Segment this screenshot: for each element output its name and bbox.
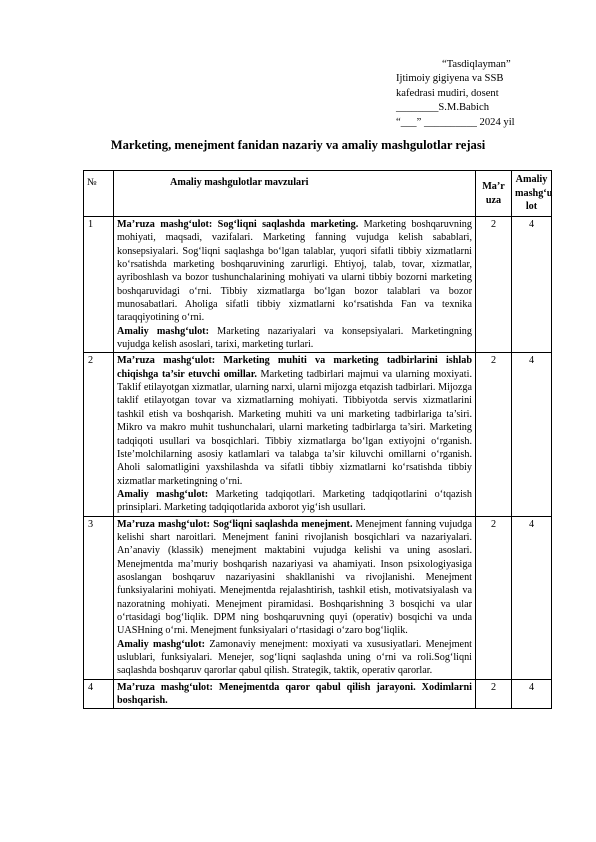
practice-hours: 4 [512,217,552,353]
header-num: № [84,171,114,217]
practice-title: Amaliy mashg‘ulot: [117,488,209,500]
practice-hours: 4 [512,516,552,679]
practice-text: Marketing tadqiqotlari. Marketing tadqiqotlarini o‘tqazish prinsiplari. Marketing tadqiqotlarida axborot yig‘ish usullari. [117,488,472,514]
table-row [84,353,552,516]
practice-hours: 4 [512,679,552,709]
row-number: 1 [84,217,114,353]
row-number: 4 [84,679,114,709]
approval-signature: ________S.M.Babich [396,102,489,114]
lecture-title: Ma’ruza mashg‘ulot: Marketing muhiti va marketing tadbirlarini ishlab chiqishga ta’sir etuvchi omillar. [117,355,472,380]
practice-text: Zamonaviy menejment: moxiyati va xususiyatlari. Menejment uslublari, funksiyalari. Menejer, sog‘liqni saqlashda uning o‘rni va roli.Sog‘liqni saqlashda boshqaruv qarorlar qabul qilish. Strategik, taktik, operativ qarorlar. [117,638,473,677]
lecture-text: Marketing tadbirlari majmui va ularning moxiyati. Taklif etilayotgan xizmatlar, ularning narxi, ularni mijozga etqazish tadbirlari. Mijozga taklif etilayotgan tovar va xizmatlarning mohiyati. Tibbiyotda servis xizmatlarini tashkil etish va boshqarish. Marketing muhiti va uni marketing tadbirlariga ta’siri. Mikro va makro muhit tushunchalari, ularni marketing tadbirlarga ta’siri. Marketing tadqiqoti usullari va bosqichlari. Tibbiy xizmatlarga bo‘lgan extiyojni o‘rganish. Iste’molchilarning asosiy katlamlari va talabga ta’sir kiluvchi omillarni o‘rganish. Aholi salomatligini yaxshilashda va sifatli tibbiy xizmatlarni ko‘rsatishda tibbiy xizmatlar marketingning o‘rni. [117,368,472,487]
lecture-hours: 2 [476,353,512,516]
row-number: 3 [84,516,114,679]
approval-date: “___” __________ 2024 yil [396,116,515,128]
approval-heading: “Tasdiqlayman” [442,59,511,70]
lecture-title: Ma’ruza mashg‘ulot: Sog‘liqni saqlashda marketing. [117,219,359,230]
approval-block [396,58,515,130]
row-topic [114,353,476,516]
header-practice: Amaliy mashg‘u lot [512,171,552,217]
practice-title: Amaliy mashg‘ulot: [117,638,206,650]
row-topic [114,679,476,709]
lecture-title: Ma’ruza mashg‘ulot: Sog‘liqni saqlashda menejment. [117,518,353,530]
row-topic [114,217,476,353]
practice-title: Amaliy mashg‘ulot: [117,325,209,337]
lecture-text: Marketing boshqaruvning mohiyati, maqsadi, vazifalari. Marketing fanning vujudga kelish sabablari, konsepsiyalari. Sog‘liqni saqlashga bo‘lgan talablar, yuqori sifatli tibbiy xizmatlarni ko‘rsatishda marketing boshqaruvining zarurligi. Ehtiyoj, talab, tovar, xizmatlar, ayriboshlash va bozor tushunchalarining mohiyati va ularni tibbiy bozorni marketing boshqaruvidagi o‘rni. Tibbiy xizmatlarga bo‘lgan bozor talablari va bozor munosabatlari. Aholiga sifatli tibbiy xizmatlarni ko‘rsatishda Fan va texnika taraqqiyotining o‘rni. [117,219,472,324]
table-row [84,217,552,353]
plan-table [83,170,552,709]
table-row [84,516,552,679]
header-topic: Amaliy mashgulotlar mavzulari [114,171,476,217]
practice-text: Marketing nazariyalari va konsepsiyalari. Marketingning vujudga kelish asoslari, tarixi, marketing turlari. [117,325,472,351]
practice-hours: 4 [512,353,552,516]
table-header-row [84,171,552,217]
lecture-hours: 2 [476,679,512,709]
page-title: Marketing, menejment fanidan nazariy va amaliy mashgulotlar rejasi [110,138,486,152]
approval-department: Ijtimoiy gigiyena va SSB [396,73,504,85]
lecture-text: Menejment fanning vujudga kelishi shart naroitlari. Menejment fanini rivojlanish bosqichlari va nazariyalari. An’anaviy (klassik) menejment maktabini vujudga kelishi va uning asoslari. Menejmentda ma’muriy boshqarish nazariyasi va ahamiyati. Inson psixologiyasiga asoslangan boshqaruv nazariyasini shakllanishi va rivojlanishi. Menejment funksiyalarini mohiyati. Menejmentda rejalashtirish, tashkil etish, motivatsiyalash va nazoratning mohiyati. Menejment piramidasi. Boshqarishning 3 bosqichi va ular o‘rtasidagi bog‘liqlik. DPM ning boshqaruvning quyi (operativ) bosqichi va unda UASHning o‘rni. Menejment funksiyalari o‘rtasidagi o‘zaro bog‘liqlik. [117,518,472,637]
header-lecture: Ma’r uza [476,171,512,217]
lecture-title: Ma’ruza mashg‘ulot: Menejmentda qaror qabul qilish jarayoni. Xodimlarni boshqarish. [117,681,472,707]
table-row [84,679,552,709]
approval-position: kafedrasi mudiri, dosent [396,87,499,99]
lecture-hours: 2 [476,217,512,353]
row-topic [114,516,476,679]
row-number: 2 [84,353,114,516]
lecture-hours: 2 [476,516,512,679]
